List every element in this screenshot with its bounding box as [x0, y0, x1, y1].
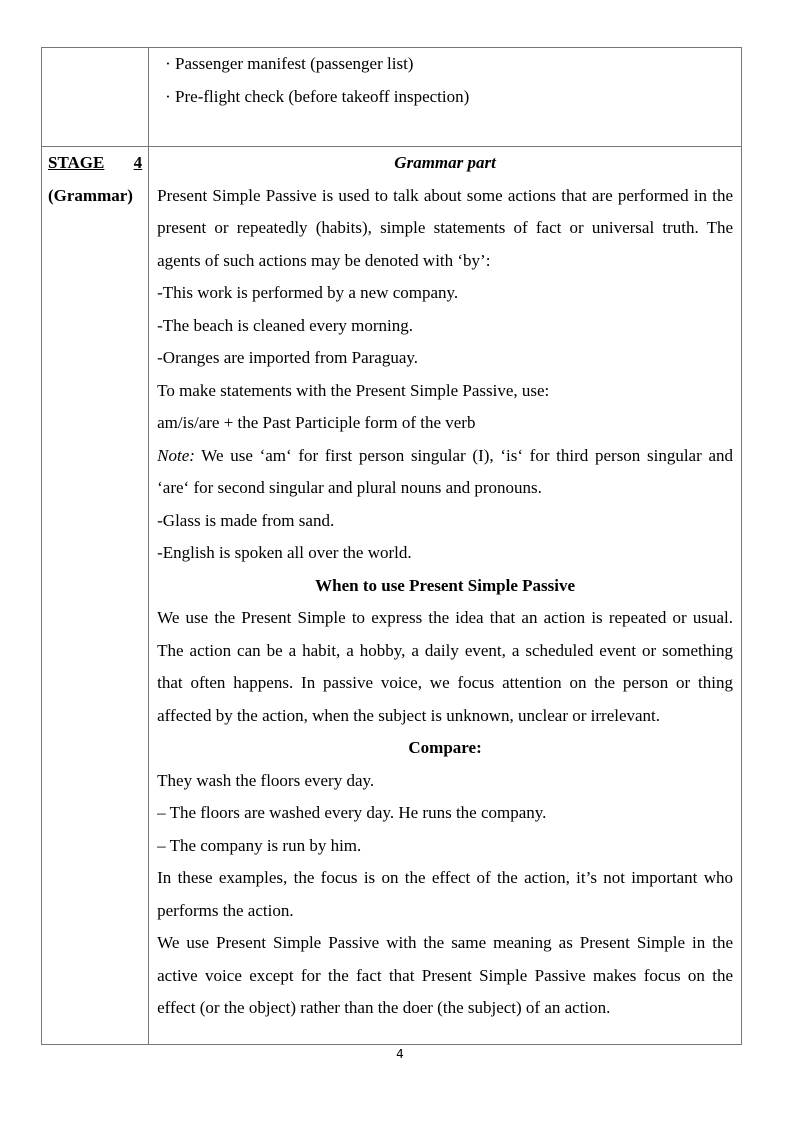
note-label: Note: — [157, 445, 195, 465]
example-line: -This work is performed by a new company. — [157, 283, 459, 302]
page-number: 4 — [396, 1047, 404, 1061]
when-heading: When to use Present Simple Passive — [315, 575, 575, 595]
grammar-intro: Present Simple Passive is used to talk about some actions that are performed in the present or repeatedly (habits), simple statements of fact or universal truth. The agents of such actions may be denoted with ‘by’: — [157, 185, 733, 270]
left-cell-empty — [42, 48, 149, 147]
stage-label: (Grammar) — [48, 185, 133, 205]
focus-text: In these examples, the focus is on the effect of the action, it’s not important who performs the action. — [157, 868, 733, 920]
example-line: -The beach is cleaned every morning. — [157, 315, 413, 335]
note-text: We use ‘am‘ for first person singular (I), ‘is‘ for third person singular and ‘are‘ for second singular and plural nouns and pronouns. — [157, 445, 733, 497]
example-line: -Oranges are imported from Paraguay. — [157, 348, 419, 367]
note-paragraph — [157, 440, 733, 505]
vocabulary-cell — [149, 48, 742, 147]
compare-line: – The floors are washed every day. He runs the company. — [157, 803, 547, 822]
example-line: -Glass is made from sand. — [157, 510, 335, 530]
stage-cell — [42, 147, 149, 1045]
stage-number: 4 — [133, 153, 143, 172]
compare-heading: Compare: — [408, 738, 482, 757]
example-line: -English is spoken all over the world. — [157, 543, 412, 562]
formula-text: am/is/are + the Past Participle form of the verb — [157, 413, 476, 432]
final-text: We use Present Simple Passive with the same meaning as Present Simple in the active voice except for the fact that Present Simple Passive makes focus on the effect (or the object) rather than the doer (the subject) of an action. — [157, 933, 733, 1017]
how-to-text: To make statements with the Present Simple Passive, use: — [157, 380, 550, 400]
stage-word: STAGE — [48, 153, 105, 172]
bullet-item: · Passenger manifest (passenger list) — [165, 54, 414, 73]
table-row — [42, 147, 742, 1045]
when-text: We use the Present Simple to express the idea that an action is repeated or usual. The action can be a habit, a hobby, a daily event, a scheduled event or something that often happens. In passive voice, we focus attention on the person or thing affected by the action, when the subject is unknown, unclear or irrelevant. — [157, 608, 733, 725]
table-row — [42, 48, 742, 147]
lesson-table — [41, 47, 742, 1045]
stage-title — [48, 147, 142, 180]
compare-line: They wash the floors every day. — [157, 770, 375, 790]
bullet-item: · Pre-flight check (before takeoff inspection) — [165, 86, 470, 106]
grammar-cell — [149, 147, 742, 1045]
compare-line: – The company is run by him. — [157, 835, 362, 855]
grammar-heading: Grammar part — [394, 153, 496, 172]
